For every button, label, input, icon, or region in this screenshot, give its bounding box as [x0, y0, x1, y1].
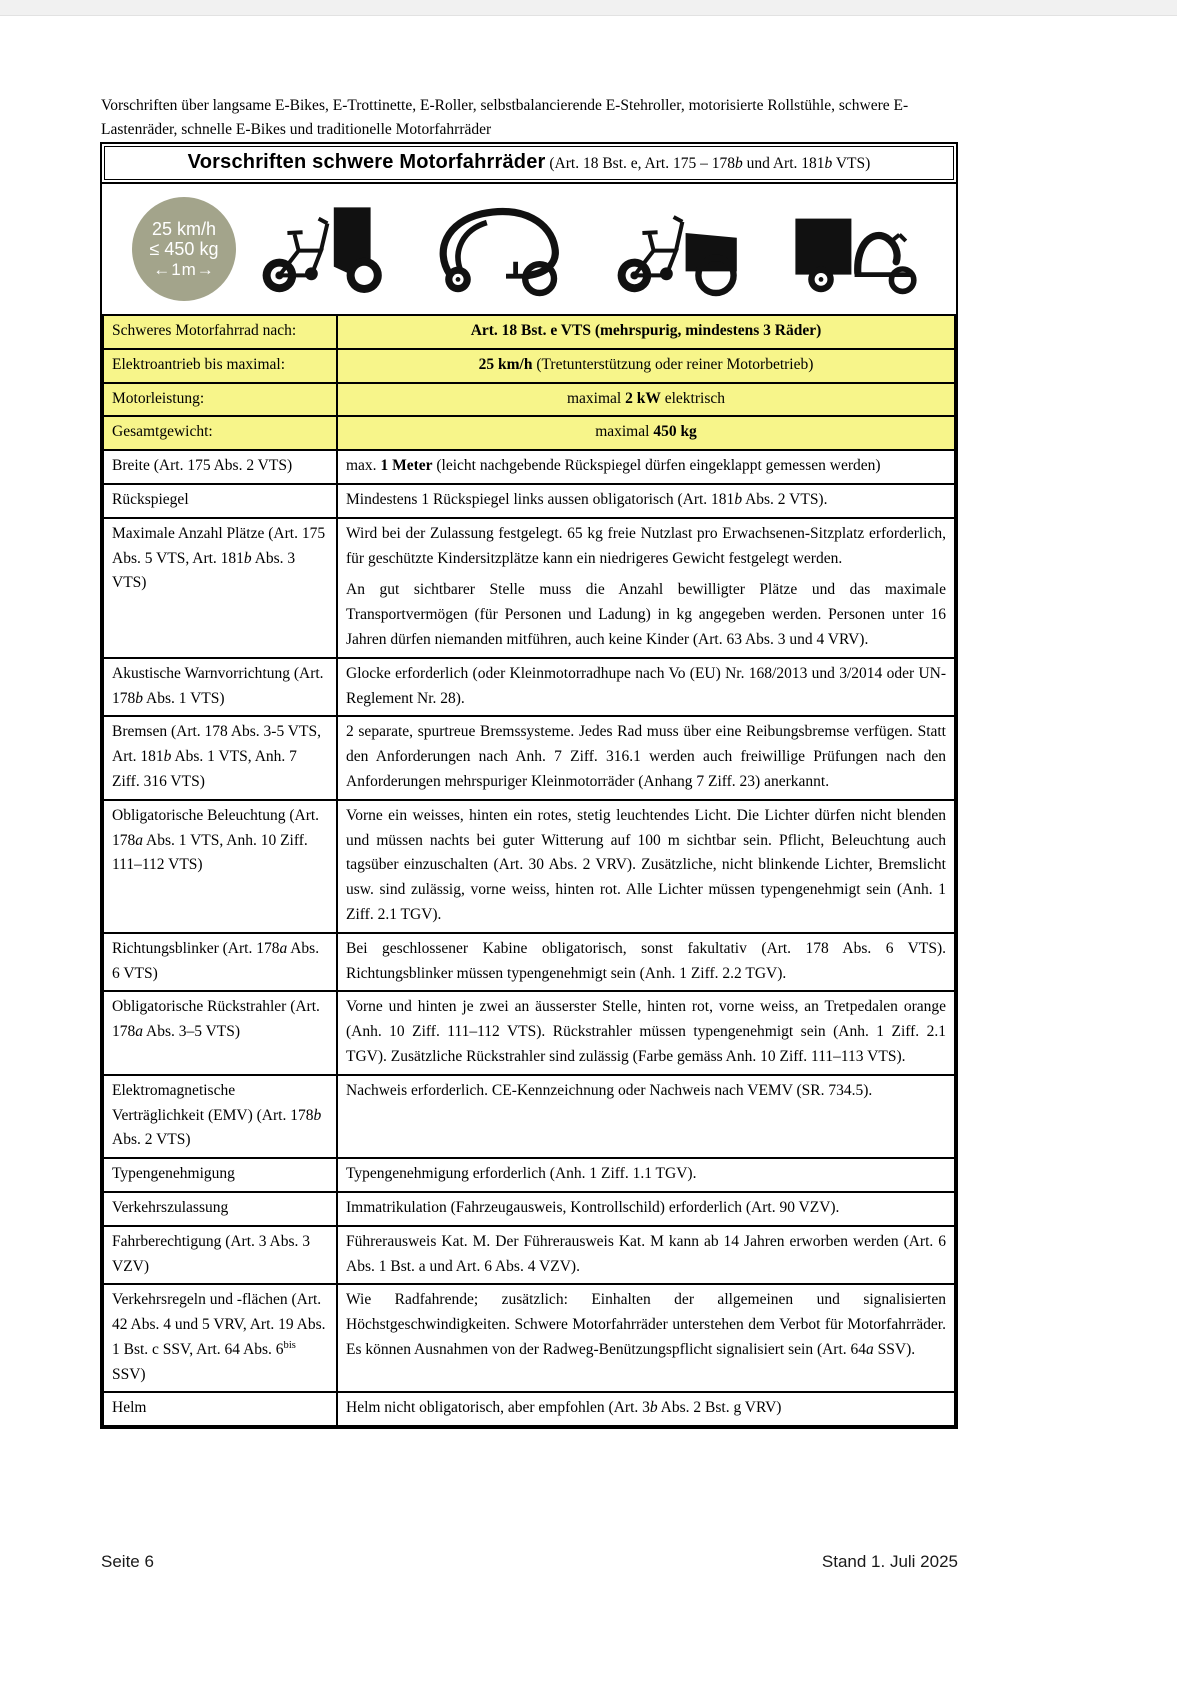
- row-value-cell: Typengenehmigung erforderlich (Anh. 1 Ziff. 1.1 TGV).: [337, 1158, 955, 1192]
- table-row: [103, 484, 955, 518]
- table-row: [103, 450, 955, 484]
- page-number: Seite 6: [101, 1552, 154, 1571]
- row-label-cell: Bremsen (Art. 178 Abs. 3-5 VTS, Art. 181b Abs. 1 VTS, Anh. 7 Ziff. 316 VTS): [103, 716, 337, 799]
- cargo-bike-rear-box-icon: [250, 201, 400, 297]
- row-value-cell: Wird bei der Zulassung festgelegt. 65 kg freie Nutzlast pro Erwachsenen-Sitzplatz erforderlich, für geschützte Kindersitzplätze kann ein niedrigeres Gewicht festgelegt werden. An gut sichtbarer Stelle muss die Anzahl bewilligter Plätze und das maximale Transportvermögen (für Personen und Ladung) in kg angegeben werden. Personen unter 16 Jahren dürfen niemanden mitführen, auch keine Kinder (Art. 63 Abs. 3 und 4 VRV).: [337, 518, 955, 658]
- speed-weight-badge: [132, 197, 236, 301]
- badge-speed-label: 25 km/h: [151, 218, 217, 239]
- table-row: [103, 1192, 955, 1226]
- row-value-cell: maximal 2 kW elektrisch: [337, 383, 955, 417]
- row-label-cell: Maximale Anzahl Plätze (Art. 175 Abs. 5 VTS, Art. 181b Abs. 3 VTS): [103, 518, 337, 658]
- vehicle-silhouettes: [236, 201, 946, 297]
- row-value-cell: Bei geschlossener Kabine obligatorisch, sonst fakultativ (Art. 178 Abs. 6 VTS). Richtungsblinker müssen typengenehmigt sein (Anh. 1 Ziff. 2.2 TGV).: [337, 933, 955, 992]
- table-row: [103, 800, 955, 933]
- velomobile-icon: [427, 201, 577, 297]
- row-label-cell: Elektroantrieb bis maximal:: [103, 349, 337, 383]
- row-label-cell: Obligatorische Beleuchtung (Art. 178a Abs. 1 VTS, Anh. 10 Ziff. 111–112 VTS): [103, 800, 337, 933]
- table-row: [103, 1075, 955, 1158]
- row-label-cell: Helm: [103, 1392, 337, 1426]
- vehicle-illustration-row: [102, 182, 956, 314]
- rules-table: [102, 314, 956, 1427]
- cargo-bike-front-box-icon: [605, 201, 755, 297]
- regulations-table: [100, 142, 958, 1429]
- row-label-cell: Motorleistung:: [103, 383, 337, 417]
- row-value-cell: Glocke erforderlich (oder Kleinmotorradhupe nach Vo (EU) Nr. 168/2013 und 3/2014 oder UN-Reglement Nr. 28).: [337, 658, 955, 717]
- row-label-cell: Verkehrszulassung: [103, 1192, 337, 1226]
- row-value-cell: Nachweis erforderlich. CE-Kennzeichnung oder Nachweis nach VEMV (SR. 734.5).: [337, 1075, 955, 1158]
- row-label-cell: Rückspiegel: [103, 484, 337, 518]
- row-value-cell: Vorne und hinten je zwei an äusserster Stelle, hinten rot, vorne weiss, an Tretpedalen orange (Anh. 10 Ziff. 111–112 VTS). Rückstrahler müssen typengenehmigt sein (Anh. 1 Ziff. 2.1 TGV). Zusätzliche Rückstrahler sind zulässig (Farbe gemäss Anh. 10 Ziff. 111–113 VTS).: [337, 991, 955, 1074]
- table-title-reference: (Art. 18 Bst. e, Art. 175 – 178b und Art. 181b VTS): [545, 155, 871, 172]
- page-footer: [101, 1552, 958, 1572]
- row-label-cell: Fahrberechtigung (Art. 3 Abs. 3 VZV): [103, 1226, 337, 1285]
- row-value-cell: maximal 450 kg: [337, 416, 955, 450]
- table-row: [103, 658, 955, 717]
- intro-paragraph: Vorschriften über langsame E-Bikes, E-Trottinette, E-Roller, selbstbalancierende E-Stehroller, motorisierte Rollstühle, schwere E-Lastenräder, schnelle E-Bikes und traditionelle Motorfahrräder: [101, 96, 909, 139]
- row-label-cell: Akustische Warnvorrichtung (Art. 178b Abs. 1 VTS): [103, 658, 337, 717]
- table-row: [103, 716, 955, 799]
- table-row: [103, 1392, 955, 1426]
- row-label-cell: Obligatorische Rückstrahler (Art. 178a Abs. 3–5 VTS): [103, 991, 337, 1074]
- table-row: [103, 1284, 955, 1392]
- row-label-cell: Typengenehmigung: [103, 1158, 337, 1192]
- row-value-cell: Immatrikulation (Fahrzeugausweis, Kontrollschild) erforderlich (Art. 90 VZV).: [337, 1192, 955, 1226]
- row-value-cell: max. 1 Meter (leicht nachgebende Rückspiegel dürfen eingeklappt gemessen werden): [337, 450, 955, 484]
- table-row: [103, 1158, 955, 1192]
- badge-width-label: ←1m→: [153, 259, 215, 279]
- table-row: [103, 315, 955, 349]
- row-value-cell: 25 km/h (Tretunterstützung oder reiner Motorbetrieb): [337, 349, 955, 383]
- row-label-cell: Elektromagnetische Verträglichkeit (EMV) (Art. 178b Abs. 2 VTS): [103, 1075, 337, 1158]
- row-value-cell: Führerausweis Kat. M. Der Führerausweis Kat. M kann ab 14 Jahren erworben werden (Art. 6 Abs. 1 Bst. a und Art. 6 Abs. 4 VZV).: [337, 1226, 955, 1285]
- badge-weight-label: ≤ 450 kg: [149, 239, 219, 260]
- row-label-cell: Verkehrsregeln und -flächen (Art. 42 Abs. 4 und 5 VRV, Art. 19 Abs. 1 Bst. c SSV, Art. 64 Abs. $6^{bis}$ SSV): [103, 1284, 337, 1392]
- table-row: [103, 383, 955, 417]
- viewer-top-edge: [0, 0, 1177, 16]
- box-delivery-trike-icon: [782, 201, 932, 297]
- row-value-cell: Art. 18 Bst. e VTS (mehrspurig, mindestens 3 Räder): [337, 315, 955, 349]
- table-row: [103, 518, 955, 658]
- table-row: [103, 991, 955, 1074]
- row-label-cell: Schweres Motorfahrrad nach:: [103, 315, 337, 349]
- row-value-cell: Mindestens 1 Rückspiegel links aussen obligatorisch (Art. 181b Abs. 2 VTS).: [337, 484, 955, 518]
- table-title-row: [104, 146, 954, 180]
- table-row: [103, 1226, 955, 1285]
- row-value-cell: 2 separate, spurtreue Bremssysteme. Jedes Rad muss über eine Reibungsbremse verfügen. Statt den Anforderungen nach Anh. 7 Ziff. 316.1 werden auch freiwillige Prüfungen nach den Anforderungen mehrspuriger Kleinmotorräder (Anhang 7 Ziff. 23) anerkannt.: [337, 716, 955, 799]
- table-title: Vorschriften schwere Motorfahrräder: [187, 151, 546, 173]
- row-value-cell: Vorne ein weisses, hinten ein rotes, stetig leuchtendes Licht. Die Lichter dürfen nicht blenden und müssen nachts bei guter Witterung auf 100 m sichtbar sein. Pflicht, Beleuchtung auch tagsüber einzuschalten (Art. 30 Abs. 2 VRV). Zusätzliche, nicht blinkende Lichter, Bremslicht usw. sind zulässig, vorne weiss, hinten rot. Alle Lichter müssen typengenehmigt sein (Anh. 1 Ziff. 2.1 TGV).: [337, 800, 955, 933]
- row-value-cell: Helm nicht obligatorisch, aber empfohlen (Art. 3b Abs. 2 Bst. g VRV): [337, 1392, 955, 1426]
- row-value-cell: Wie Radfahrende; zusätzlich: Einhalten der allgemeinen und signalisierten Höchstgeschwindigkeiten. Schwere Motorfahrräder unterstehen dem Verbot für Motorfahrräder. Es können Ausnahmen von der Radweg-Benützungspflicht signalisiert sein (Art. 64a SSV).: [337, 1284, 955, 1392]
- row-label-cell: Gesamtgewicht:: [103, 416, 337, 450]
- revision-date: Stand 1. Juli 2025: [821, 1552, 958, 1571]
- table-row: [103, 933, 955, 992]
- table-row: [103, 349, 955, 383]
- row-label-cell: Breite (Art. 175 Abs. 2 VTS): [103, 450, 337, 484]
- row-label-cell: Richtungsblinker (Art. 178a Abs. 6 VTS): [103, 933, 337, 992]
- table-row: [103, 416, 955, 450]
